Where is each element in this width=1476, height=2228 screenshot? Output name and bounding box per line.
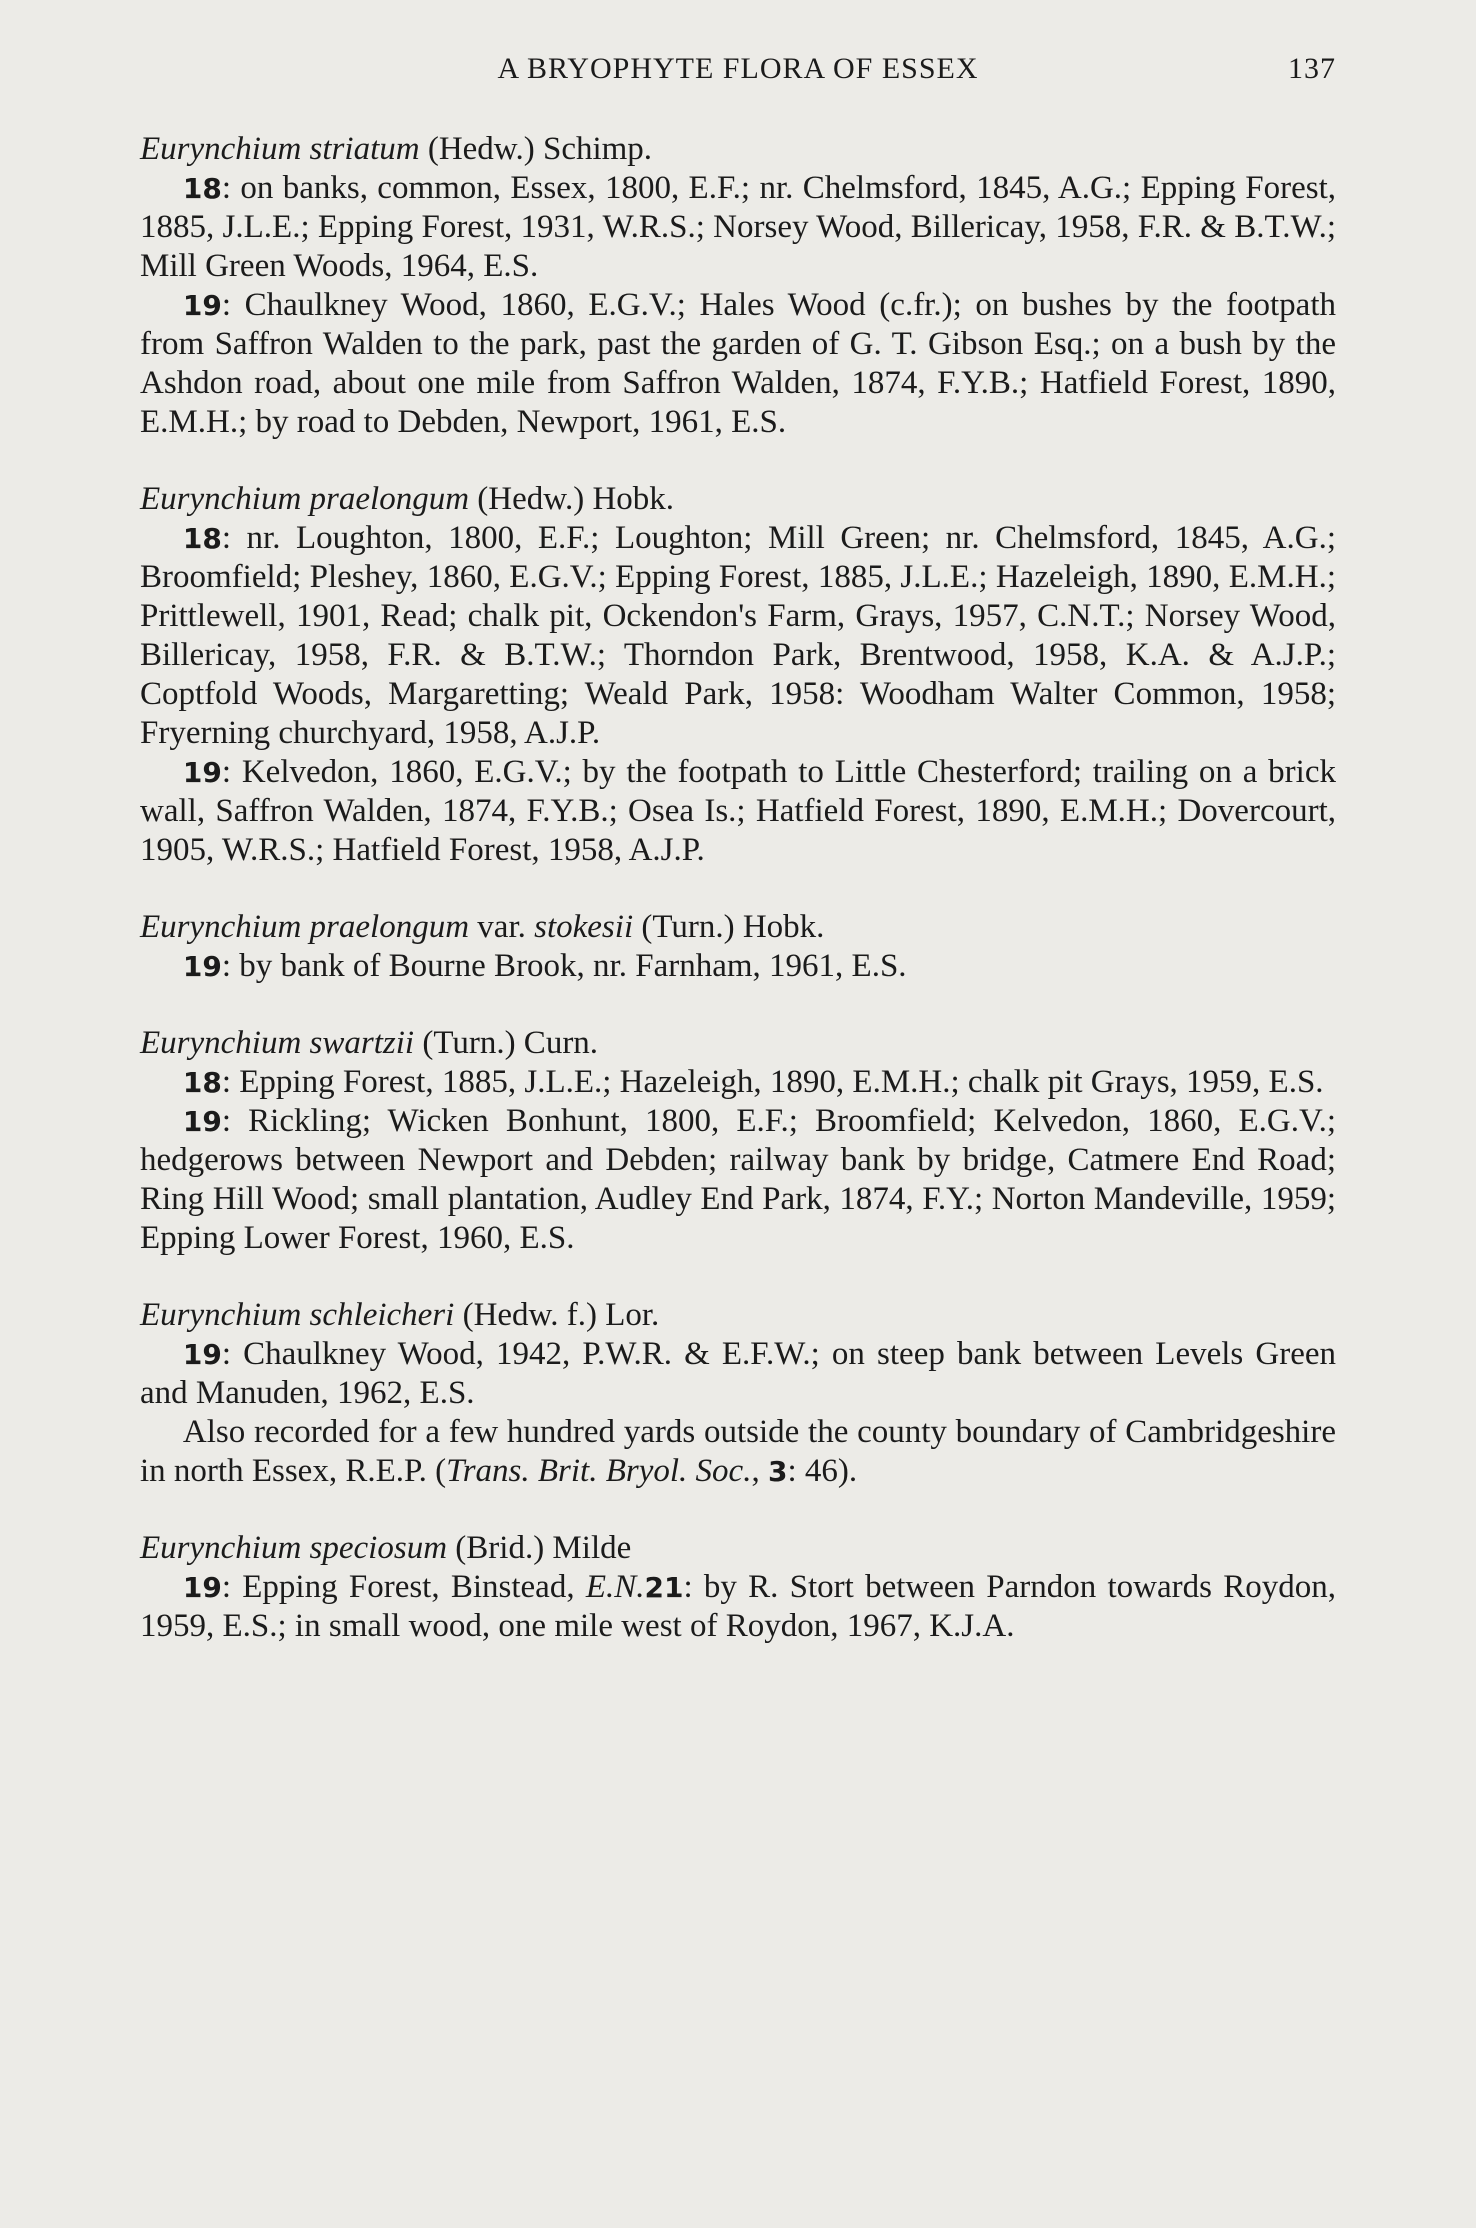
record-text: : nr. Loughton, 1800, E.F.; Loughton; Mill Green; nr. Chelmsford, 1845, A.G.; Broomfield; Pleshey, 1860, E.G.V.; Epping Forest, 1885, J.L.E.; Hazeleigh, 1890, E.M.H.; Prittlewell, 1901, Read; chalk pit, Ockendon's Farm, Grays, 1957, C.N.T.; Norsey Wood, Billericay, 1958, F.R. & B.T.W.; Thorndon Park, Brentwood, 1958, K.A. & A.J.P.; Coptfold Woods, Margaretting; Weald Park, 1958: Woodham Walter Common, 1958; Fryerning churchyard, 1958, A.J.P.	[140, 520, 1336, 751]
region-number: 19	[182, 950, 222, 983]
region-number: 19	[182, 1338, 222, 1371]
journal-citation: Trans. Brit. Bryol. Soc.	[446, 1453, 752, 1489]
page-number: 137	[1288, 52, 1336, 85]
record-paragraph	[140, 1335, 1336, 1413]
species-authority: (Turn.) Curn.	[414, 1025, 599, 1061]
species-entry	[140, 908, 1336, 986]
species-entry	[140, 130, 1336, 442]
running-head	[140, 52, 1336, 92]
record-paragraph	[140, 1102, 1336, 1258]
species-heading	[140, 1296, 1336, 1335]
record-text: : Epping Forest, 1885, J.L.E.; Hazeleigh, 1890, E.M.H.; chalk pit Grays, 1959, E.S.	[221, 1064, 1324, 1100]
species-name: Eurynchium speciosum	[140, 1530, 448, 1566]
region-number: 19	[182, 289, 222, 322]
species-name: Eurynchium schleicheri	[140, 1297, 455, 1333]
species-name: Eurynchium striatum	[140, 131, 420, 167]
reference-abbrev: E.N.	[585, 1569, 645, 1605]
reference-number: 21	[644, 1571, 684, 1604]
record-text: : Kelvedon, 1860, E.G.V.; by the footpath to Little Chesterford; trailing on a brick wall, Saffron Walden, 1874, F.Y.B.; Osea Is.; Hatfield Forest, 1890, E.M.H.; Dovercourt, 1905, W.R.S.; Hatfield Forest, 1958, A.J.P.	[140, 754, 1336, 868]
region-number: 19	[182, 756, 222, 789]
note-text: ,	[751, 1453, 768, 1489]
record-text: : Chaulkney Wood, 1942, P.W.R. & E.F.W.; on steep bank between Levels Green and Manuden, 1962, E.S.	[140, 1336, 1336, 1411]
species-authority: var.	[469, 909, 535, 945]
record-text: : Chaulkney Wood, 1860, E.G.V.; Hales Wood (c.fr.); on bushes by the footpath from Saffron Walden to the park, past the garden of G. T. Gibson Esq.; on a bush by the Ashdon road, about one mile from Saffron Walden, 1874, F.Y.B.; Hatfield Forest, 1890, E.M.H.; by road to Debden, Newport, 1961, E.S.	[140, 287, 1336, 440]
region-number: 18	[182, 522, 222, 555]
record-paragraph	[140, 753, 1336, 870]
record-paragraph	[140, 947, 1336, 986]
note-text: Also recorded for a few hundred yards outside the county boundary of Cambridgeshire in north Essex, R.E.P. (	[140, 1414, 1336, 1489]
record-paragraph	[140, 1063, 1336, 1102]
species-name: Eurynchium praelongum	[140, 481, 470, 517]
record-text: : by bank of Bourne Brook, nr. Farnham, 1961, E.S.	[221, 948, 907, 984]
record-text: : Rickling; Wicken Bonhunt, 1800, E.F.; Broomfield; Kelvedon, 1860, E.G.V.; hedgerows between Newport and Debden; railway bank by bridge, Catmere End Road; Ring Hill Wood; small plantation, Audley End Park, 1874, F.Y.; Norton Mandeville, 1959; Epping Lower Forest, 1960, E.S.	[140, 1103, 1336, 1256]
species-name: Eurynchium swartzii	[140, 1025, 415, 1061]
region-number: 18	[182, 1066, 222, 1099]
species-authority: (Hedw.) Hobk.	[469, 481, 675, 517]
species-heading	[140, 1024, 1336, 1063]
species-entry	[140, 1529, 1336, 1646]
species-authority: (Brid.) Milde	[447, 1530, 632, 1566]
note-paragraph	[140, 1413, 1336, 1491]
record-text: : Epping Forest, Binstead,	[221, 1569, 586, 1605]
record-paragraph	[140, 286, 1336, 442]
species-authority: (Hedw. f.) Lor.	[454, 1297, 660, 1333]
variety-name: stokesii	[534, 909, 634, 945]
variety-authority: (Turn.) Hobk.	[633, 909, 825, 945]
record-text: : on banks, common, Essex, 1800, E.F.; nr. Chelmsford, 1845, A.G.; Epping Forest, 1885, J.L.E.; Epping Forest, 1931, W.R.S.; Norsey Wood, Billericay, 1958, F.R. & B.T.W.; Mill Green Woods, 1964, E.S.	[140, 170, 1336, 284]
species-heading	[140, 908, 1336, 947]
region-number: 19	[182, 1571, 222, 1604]
region-number: 18	[182, 172, 222, 205]
running-title: A BRYOPHYTE FLORA OF ESSEX	[497, 52, 979, 85]
record-paragraph	[140, 1568, 1336, 1646]
species-entry	[140, 1296, 1336, 1491]
species-entry	[140, 480, 1336, 870]
volume-number: 3	[767, 1455, 788, 1488]
record-text: : by R. Stort between Parndon towards Roydon, 1959, E.S.; in small wood, one mile west of Roydon, 1967, K.J.A.	[140, 1569, 1337, 1644]
record-paragraph	[140, 519, 1336, 753]
page-body	[140, 130, 1336, 1684]
species-heading	[140, 480, 1336, 519]
species-authority: (Hedw.) Schimp.	[419, 131, 653, 167]
species-name: Eurynchium praelongum	[140, 909, 470, 945]
species-entry	[140, 1024, 1336, 1258]
record-paragraph	[140, 169, 1336, 286]
region-number: 19	[182, 1105, 222, 1138]
species-heading	[140, 1529, 1336, 1568]
species-heading	[140, 130, 1336, 169]
note-text: : 46).	[787, 1453, 858, 1489]
